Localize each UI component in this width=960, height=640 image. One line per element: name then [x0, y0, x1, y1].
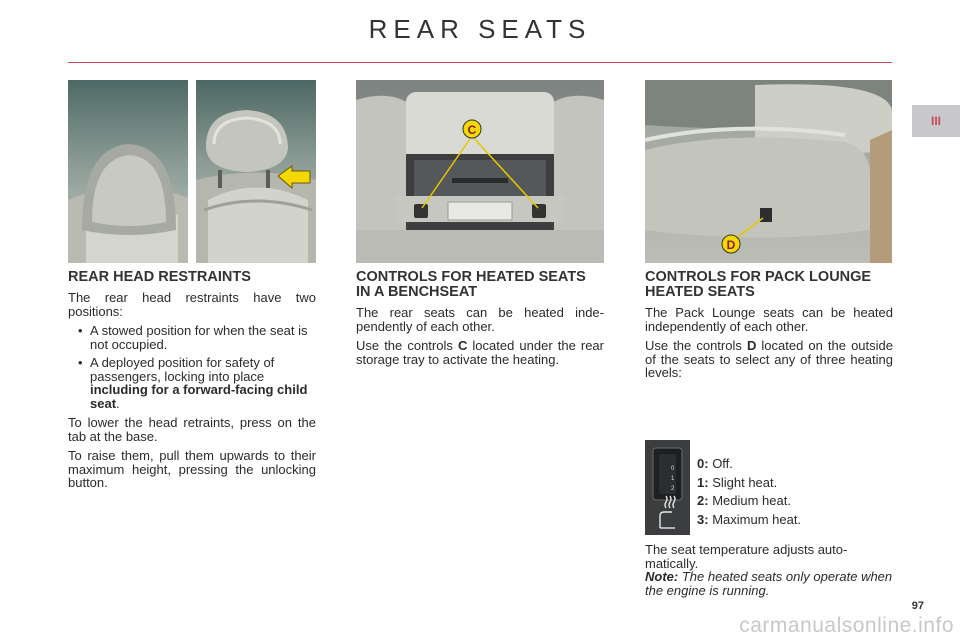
- heating-switch-image: [645, 440, 690, 535]
- level-row: 2: Medium heat.: [697, 493, 791, 508]
- page-number: 97: [911, 600, 924, 612]
- callout-d: D: [726, 238, 736, 252]
- column-head-restraints: [68, 270, 316, 496]
- heading-heated-benchseat: CONTROLS FOR HEATED SEATS IN A BENCHSEAT: [356, 269, 586, 300]
- photo-benchseat-controls: [356, 80, 604, 263]
- watermark: carmanualsonline.info: [739, 614, 954, 637]
- level-row: 3: Maximum heat.: [697, 511, 802, 527]
- benchseat-para-1: The rear seats can be heated inde-pendently of each other.: [356, 305, 604, 334]
- heading-rear-head-restraints: REAR HEAD RESTRAINTS: [68, 269, 251, 285]
- photo-pack-lounge-seat: [645, 80, 892, 263]
- engine-note: Note: The heated seats only operate when the engine is running.: [645, 569, 893, 598]
- footer-notes: [645, 543, 893, 597]
- benchseat-para-2: Use the controls C located under the rear storage tray to activate the heating.: [356, 338, 604, 367]
- photo-stowed-head-restraint: [68, 80, 188, 263]
- switch-mark-0: 0: [671, 466, 675, 472]
- switch-mark-2: 2: [671, 486, 675, 492]
- raise-instructions: To raise them, pull them upwards to their maximum height, pressing the unlocking button.: [68, 448, 316, 490]
- level-row: 1: Slight heat.: [697, 474, 778, 490]
- head-restraint-positions: [68, 324, 316, 410]
- title-rule: [68, 62, 892, 63]
- photo-deployed-head-restraint: [196, 80, 316, 263]
- level-row: 0: Off.: [697, 456, 733, 471]
- pack-lounge-para-2: Use the controls D located on the outside of the seats to select any of three heating levels:: [645, 338, 893, 380]
- lower-instructions: To lower the head retraints, press on the tab at the base.: [68, 415, 316, 444]
- position-stowed: • A stowed position for when the seat is not occupied.: [68, 324, 316, 351]
- column-benchseat-controls: [356, 270, 604, 372]
- page-title: REAR SEATS: [368, 14, 592, 44]
- temperature-auto-note: The seat temperature adjusts auto-matically.: [645, 542, 848, 571]
- column-pack-lounge-controls: [645, 270, 893, 386]
- head-restraints-intro: The rear head restraints have two positions:: [68, 290, 316, 319]
- position-deployed: • A deployed position for safety of passengers, locking into place including for a forward-facing child seat.: [68, 356, 316, 410]
- callout-c: C: [467, 123, 477, 137]
- heading-pack-lounge: CONTROLS FOR PACK LOUNGE HEATED SEATS: [645, 269, 872, 300]
- switch-mark-1: 1: [671, 476, 675, 482]
- chapter-tab: III: [912, 105, 960, 137]
- heating-levels: [697, 455, 801, 529]
- pack-lounge-para-1: The Pack Lounge seats can be heated independently of each other.: [645, 305, 893, 334]
